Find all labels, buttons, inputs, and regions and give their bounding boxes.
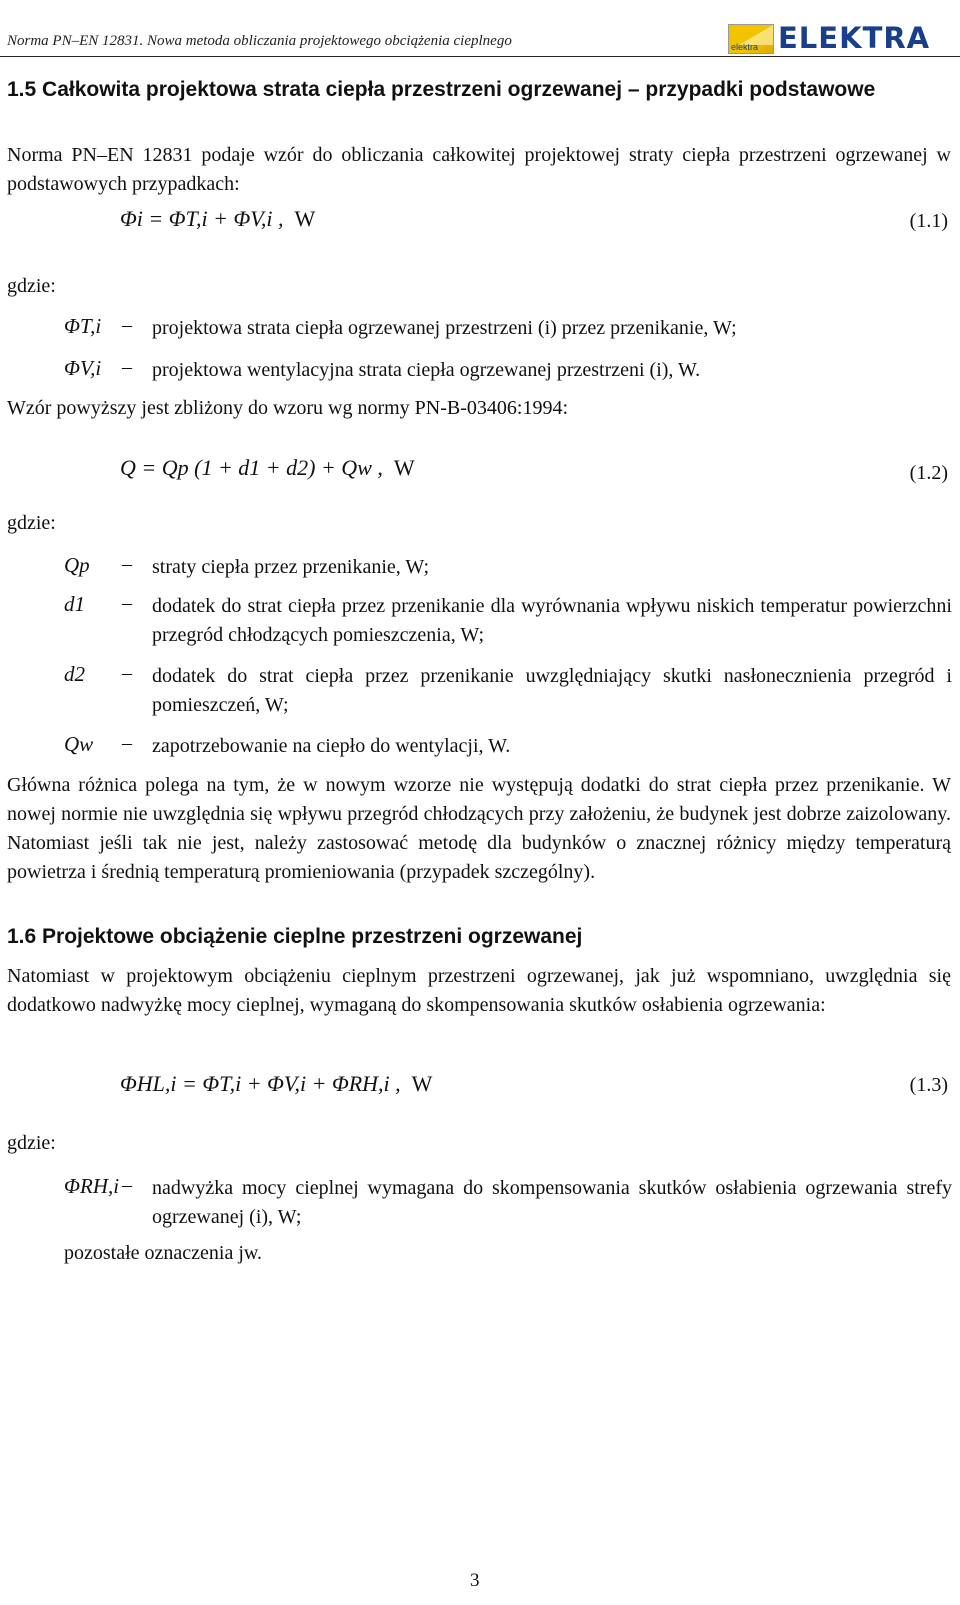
equation-1-3-formula: ΦHL,i = ΦT,i + ΦV,i + ΦRH,i ,: [120, 1071, 401, 1096]
gdzie-label-2: gdzie:: [7, 512, 56, 534]
elektra-logo: [728, 21, 956, 55]
logo-mark-icon: [728, 24, 774, 54]
section-1-5-intro: Norma PN–EN 12831 podaje wzór do obliczania całkowitej projektowej straty ciepła przestrzeni ogrzewanej w podstawowych przypadkach:: [7, 144, 951, 195]
section-1-6-heading: 1.6 Projektowe obciążenie cieplne przestrzeni ogrzewanej: [7, 925, 583, 948]
def-text-d2: dodatek do strat ciepła przez przenikanie uwzględniający skutki nasłonecznienia przegród i pomieszczeń, W;: [152, 665, 952, 716]
equation-1-2-formula: Q = Qp (1 + d1 + d2) + Qw ,: [120, 455, 383, 480]
equation-1-1-formula: Φi = ΦT,i + ΦV,i ,: [120, 206, 284, 231]
gdzie-label-3: gdzie:: [7, 1132, 56, 1154]
equation-1-3-number: (1.3): [909, 1074, 948, 1096]
equation-1-1-number: (1.1): [909, 210, 948, 232]
def-text-phi-t: projektowa strata ciepła ogrzewanej przestrzeni (i) przez przenikanie, W;: [152, 317, 737, 339]
def-text-qw: zapotrzebowanie na ciepło do wentylacji, W.: [152, 735, 511, 757]
def-text-qp: straty ciepła przez przenikanie, W;: [152, 556, 430, 578]
def-text-phi-v: projektowa wentylacyjna strata ciepła ogrzewanej przestrzeni (i), W.: [152, 359, 701, 381]
header-title: Norma PN–EN 12831. Nowa metoda obliczania projektowego obciążenia cieplnego: [7, 33, 512, 49]
def-symbol-qp: Qp: [64, 553, 90, 577]
equation-1-1: [120, 206, 315, 232]
equation-1-3: [120, 1071, 432, 1097]
def-symbol-phi-t: ΦT,i: [64, 314, 102, 338]
section-1-5-heading: 1.5 Całkowita projektowa strata ciepła przestrzeni ogrzewanej – przypadki podstawowe: [7, 78, 876, 101]
logo-small-text: elektra: [731, 42, 759, 52]
def-symbol-phi-rh: ΦRH,i: [64, 1174, 120, 1198]
logo-text: ELEKTRA: [778, 21, 931, 55]
def-symbol-qw: Qw: [64, 732, 94, 756]
equation-1-2-number: (1.2): [909, 462, 948, 484]
page-header: [0, 0, 960, 57]
equation-1-2-unit: W: [393, 455, 415, 480]
paragraph-wzor: Wzór powyższy jest zbliżony do wzoru wg normy PN-B-03406:1994:: [7, 397, 569, 419]
def-text-d1: dodatek do strat ciepła przez przenikanie dla wyrównania wpływu niskich temperatur powierzchni przegród chłodzących pomieszczenia, W;: [152, 595, 952, 646]
equation-1-3-unit: W: [411, 1071, 433, 1096]
note-pozostale: pozostałe oznaczenia jw.: [64, 1242, 263, 1264]
def-symbol-d1: d1: [64, 592, 85, 616]
paragraph-roznica: Główna różnica polega na tym, że w nowym wzorze nie występują dodatki do strat ciepła przez przenikanie. W nowej normie nie uwzględnia się wpływu przegród chłodzących przy założeniu, że budynek jest dobrze zaizolowany. Natomiast jeśli tak nie jest, należy zastosować metodę dla budynków o znacznej różnicy między temperaturą powietrza i średnią temperaturą promieniowania (przypadek szczególny).: [7, 774, 951, 883]
gdzie-label-1: gdzie:: [7, 275, 56, 297]
equation-1-1-unit: W: [294, 206, 316, 231]
def-symbol-phi-v: ΦV,i: [64, 356, 102, 380]
page-number: 3: [470, 1570, 480, 1591]
section-1-6-intro: Natomiast w projektowym obciążeniu cieplnym przestrzeni ogrzewanej, jak już wspomniano, uwzględnia się dodatkowo nadwyżkę mocy cieplnej, wymaganą do skompensowania skutków osłabienia ogrzewania:: [7, 965, 951, 1016]
def-symbol-d2: d2: [64, 662, 85, 686]
equation-1-2: [120, 455, 415, 481]
def-text-phi-rh: nadwyżka mocy cieplnej wymagana do skompensowania skutków osłabienia ogrzewania strefy ogrzewanej (i), W;: [152, 1177, 952, 1228]
